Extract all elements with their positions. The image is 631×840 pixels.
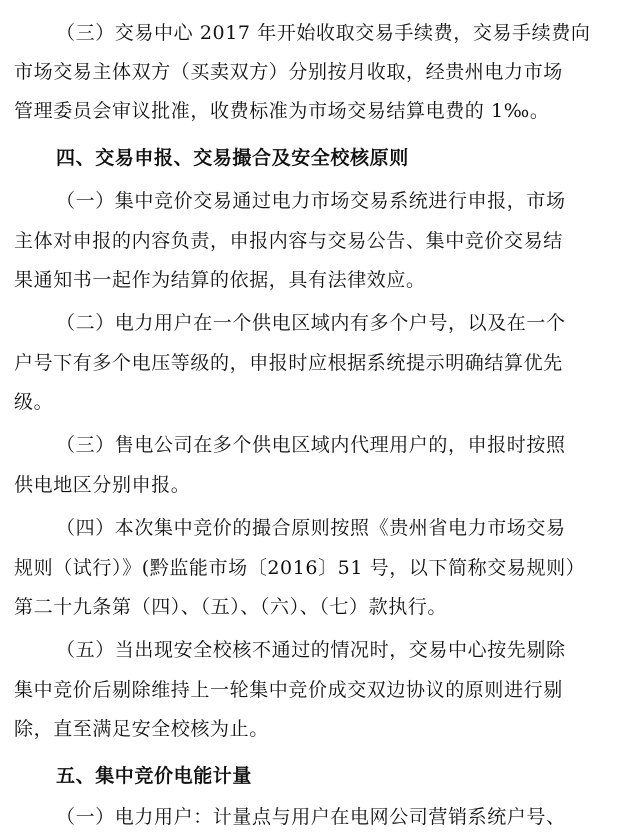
para4-1-line-2: 主体对申报的内容负责，申报内容与交易公告、集中竞价交易结: [14, 230, 563, 252]
para4-2-line-1: （二）电力用户在一个供电区域内有多个户号，以及在一个: [56, 312, 566, 334]
para4-5-line-1: （五）当出现安全校核不通过的情况时，交易中心按先剔除: [56, 639, 566, 661]
para4-2-line-3: 级。: [14, 391, 54, 413]
para4-2-line-2: 户号下有多个电压等级的，申报时应根据系统提示明确结算优先: [14, 352, 563, 374]
para5-1-line-1: （一）电力用户：计量点与用户在电网公司营销系统户号、: [56, 806, 566, 828]
fee-paragraph-line-1: （三）交易中心 2017 年开始收取交易手续费，交易手续费向: [56, 22, 591, 44]
section-heading-5: 五、集中竞价电能计量: [56, 765, 253, 787]
para4-1-line-3: 果通知书一起作为结算的依据，具有法律效应。: [14, 269, 426, 291]
para4-5-line-2: 集中竞价后剔除维持上一轮集中竞价成交双边协议的原则进行剔: [14, 679, 563, 701]
para4-4-line-1: （四）本次集中竞价的撮合原则按照《贵州省电力市场交易: [56, 517, 566, 539]
fee-paragraph-line-2: 市场交易主体双方（买卖双方）分别按月收取，经贵州电力市场: [14, 61, 563, 83]
para4-1-line-1: （一）集中竞价交易通过电力市场交易系统进行申报，市场: [56, 190, 566, 212]
fee-paragraph-line-3: 管理委员会审议批准，收费标准为市场交易结算电费的 1‰。: [14, 100, 550, 122]
para4-3-line-2: 供电地区分别申报。: [14, 474, 191, 496]
para4-3-line-1: （三）售电公司在多个供电区域内代理用户的，申报时按照: [56, 434, 566, 456]
para4-4-line-3: 第二十九条第（四）、（五）、（六）、（七）款执行。: [14, 596, 448, 618]
section-heading-4: 四、交易申报、交易撮合及安全校核原则: [56, 147, 409, 169]
para4-4-line-2: 规则（试行）》(黔监能市场〔2016〕51 号，以下简称交易规则）: [14, 557, 586, 579]
para4-5-line-3: 除，直至满足安全校核为止。: [14, 718, 269, 740]
